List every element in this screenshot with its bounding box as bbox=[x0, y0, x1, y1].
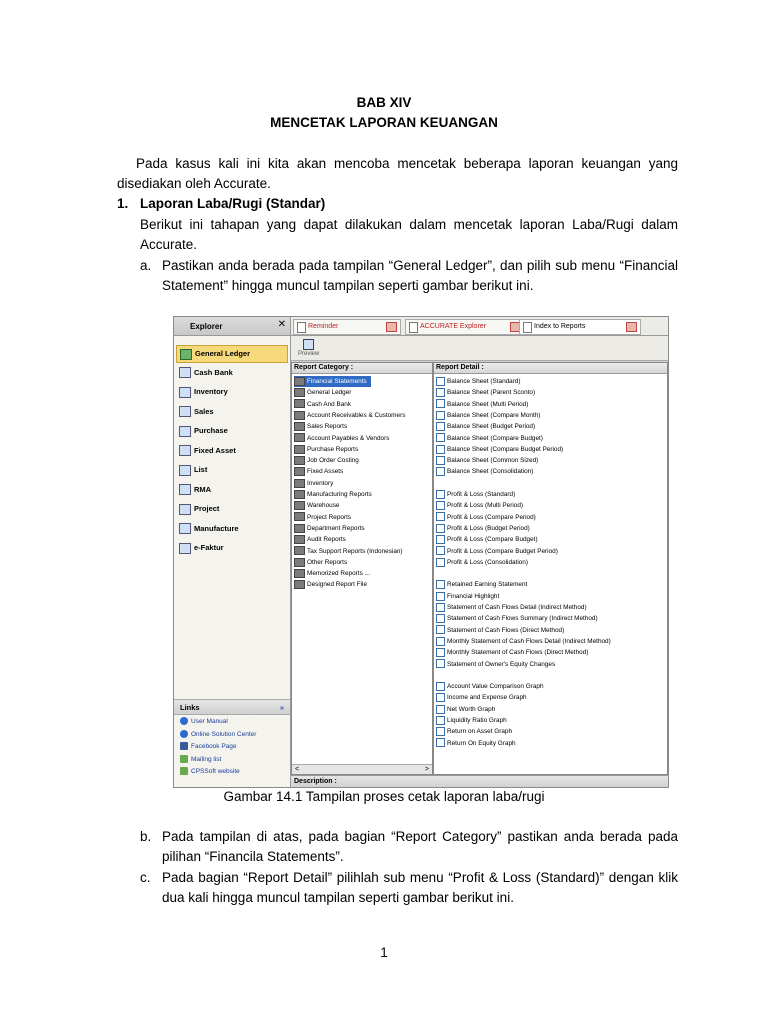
report-document-icon bbox=[436, 456, 445, 465]
detail-item[interactable] bbox=[436, 523, 530, 534]
tab-index-to-reports[interactable] bbox=[519, 319, 641, 335]
detail-item[interactable] bbox=[436, 591, 499, 602]
report-folder-icon bbox=[294, 535, 305, 544]
report-document-icon bbox=[436, 705, 445, 714]
nav-item-project[interactable] bbox=[176, 501, 286, 517]
report-document-icon bbox=[436, 614, 445, 623]
detail-label: Profit & Loss (Compare Budget Period) bbox=[447, 547, 558, 555]
detail-item[interactable] bbox=[436, 466, 533, 477]
nav-item-manufacture[interactable] bbox=[176, 521, 286, 537]
report-document-icon bbox=[436, 546, 445, 555]
link-icon bbox=[180, 742, 188, 750]
nav-item-label: Manufacture bbox=[194, 523, 239, 533]
report-folder-icon bbox=[294, 512, 305, 521]
page-icon bbox=[297, 322, 306, 333]
category-item[interactable] bbox=[294, 421, 347, 432]
detail-item[interactable] bbox=[436, 579, 527, 590]
detail-item[interactable] bbox=[436, 512, 536, 523]
category-label: Financial Statements bbox=[307, 378, 367, 385]
page-icon bbox=[409, 322, 418, 333]
nav-item-rma[interactable] bbox=[176, 482, 286, 498]
report-folder-icon bbox=[294, 569, 305, 578]
report-document-icon bbox=[436, 411, 445, 420]
toolbar bbox=[291, 336, 668, 361]
report-folder-icon bbox=[294, 422, 305, 431]
category-item[interactable] bbox=[294, 489, 372, 500]
nav-item-e-faktur[interactable] bbox=[176, 540, 286, 556]
link-label: User Manual bbox=[191, 718, 228, 725]
tab-reminder[interactable] bbox=[293, 319, 401, 335]
detail-label: Retained Earning Statement bbox=[447, 581, 528, 589]
detail-label: Return on Asset Graph bbox=[447, 728, 513, 736]
horizontal-scrollbar[interactable] bbox=[292, 764, 432, 774]
report-category-pane bbox=[291, 362, 433, 775]
section-number: 1. bbox=[117, 196, 129, 211]
step-c-line-2: dua kali hingga muncul tampilan seperti gambar berikut ini. bbox=[162, 890, 514, 905]
report-document-icon bbox=[436, 580, 445, 589]
nav-item-label: Inventory bbox=[194, 387, 228, 396]
detail-label: Account Value Comparison Graph bbox=[447, 683, 544, 691]
detail-label: Return On Equity Graph bbox=[447, 739, 516, 747]
nav-item-label: Purchase bbox=[194, 426, 228, 435]
detail-label: Balance Sheet (Compare Budget) bbox=[447, 434, 543, 442]
category-label: Cash And Bank bbox=[307, 400, 352, 408]
detail-label: Balance Sheet (Multi Period) bbox=[447, 400, 529, 408]
link-icon bbox=[180, 717, 188, 725]
sales-icon bbox=[179, 406, 191, 417]
report-document-icon bbox=[436, 512, 445, 521]
report-folder-icon bbox=[294, 467, 305, 476]
nav-item-label: Fixed Asset bbox=[194, 445, 236, 455]
detail-label: Financial Highlight bbox=[447, 592, 500, 600]
detail-item[interactable] bbox=[436, 681, 544, 692]
category-item[interactable] bbox=[294, 568, 370, 579]
category-label: General Ledger bbox=[307, 389, 352, 397]
description-bar: Description : bbox=[291, 775, 669, 788]
link-label: CPSSoft website bbox=[191, 768, 240, 775]
figure-caption: Gambar 14.1 Tampilan proses cetak laporan laba/rugi bbox=[223, 789, 545, 804]
nav-item-label: Sales bbox=[194, 406, 214, 416]
category-label: Department Reports bbox=[307, 524, 365, 532]
nav-item-cash-bank[interactable] bbox=[176, 365, 286, 381]
detail-label: Statement of Cash Flows Detail (Indirect Method) bbox=[447, 604, 587, 611]
report-document-icon bbox=[436, 399, 445, 408]
tab-accurate-explorer-label: ACCURATE Explorer bbox=[420, 323, 486, 330]
step-b-line-2: pilihan “Financila Statements”. bbox=[162, 849, 344, 864]
detail-item[interactable] bbox=[436, 433, 543, 444]
detail-item[interactable] bbox=[436, 692, 527, 703]
detail-label: Balance Sheet (Budget Period) bbox=[447, 423, 536, 431]
detail-label: Profit & Loss (Compare Period) bbox=[447, 513, 536, 521]
report-document-icon bbox=[436, 377, 445, 386]
category-item[interactable] bbox=[294, 466, 343, 477]
detail-label: Balance Sheet (Common Sized) bbox=[447, 457, 539, 465]
link-label: Online Solution Center bbox=[191, 730, 257, 738]
report-folder-icon bbox=[294, 445, 305, 454]
explorer-panel bbox=[174, 317, 291, 787]
detail-label: Net Worth Graph bbox=[447, 705, 496, 713]
report-folder-icon bbox=[294, 433, 305, 442]
explorer-header bbox=[174, 317, 290, 336]
fixed-asset-icon bbox=[179, 445, 191, 456]
category-item[interactable] bbox=[294, 444, 358, 455]
intro-line-1: Pada kasus kali ini kita akan mencoba mencetak beberapa laporan keuangan yang bbox=[136, 156, 678, 171]
category-item[interactable] bbox=[294, 387, 351, 398]
preview-button-label[interactable]: Preview bbox=[298, 351, 320, 357]
category-label: Designed Report File bbox=[307, 581, 368, 589]
category-label: Purchase Reports bbox=[307, 445, 359, 453]
category-label: Job Order Costing bbox=[307, 457, 359, 465]
detail-item[interactable] bbox=[436, 387, 535, 398]
category-label: Manufacturing Reports bbox=[307, 491, 372, 498]
nav-item-purchase[interactable] bbox=[176, 423, 286, 439]
cash-bank-icon bbox=[179, 367, 191, 378]
link-icon bbox=[180, 767, 188, 775]
detail-item[interactable] bbox=[436, 489, 515, 500]
nav-item-inventory[interactable] bbox=[176, 384, 286, 400]
category-item[interactable] bbox=[294, 478, 333, 489]
category-item[interactable] bbox=[294, 455, 359, 466]
report-document-icon bbox=[436, 501, 445, 510]
report-document-icon bbox=[436, 625, 445, 634]
chapter-label: BAB XIV bbox=[356, 95, 412, 110]
links-title: Links bbox=[180, 703, 200, 712]
report-document-icon bbox=[436, 727, 445, 736]
category-item[interactable] bbox=[294, 523, 365, 534]
link-cpssoft-website[interactable] bbox=[180, 767, 240, 776]
category-item[interactable] bbox=[294, 500, 339, 511]
section-paragraph-line-1: Berikut ini tahapan yang dapat dilakukan dalam mencetak laporan Laba/Rugi dalam bbox=[140, 217, 678, 232]
category-label: Memorized Reports ... bbox=[307, 570, 370, 578]
detail-item[interactable] bbox=[436, 534, 538, 545]
category-label: Tax Support Reports (Indonesian) bbox=[307, 547, 403, 555]
detail-label: Profit & Loss (Budget Period) bbox=[447, 524, 530, 532]
report-folder-icon bbox=[294, 411, 305, 420]
detail-label: Liquidity Ratio Graph bbox=[447, 717, 507, 724]
collapse-chevron-icon[interactable]: » bbox=[279, 703, 284, 712]
section-paragraph-line-2: Accurate. bbox=[140, 237, 198, 252]
category-item[interactable] bbox=[294, 579, 367, 590]
step-c-marker: c. bbox=[140, 870, 151, 885]
detail-item[interactable] bbox=[436, 557, 528, 568]
general-ledger-icon bbox=[180, 349, 192, 360]
project-icon bbox=[179, 504, 191, 515]
nav-item-label: General Ledger bbox=[195, 349, 251, 358]
link-label: Facebook Page bbox=[191, 743, 237, 750]
report-document-icon bbox=[436, 682, 445, 691]
category-item[interactable] bbox=[294, 433, 389, 444]
category-label: Other Reports bbox=[307, 558, 348, 566]
detail-item[interactable] bbox=[436, 636, 611, 647]
section-title: Laporan Laba/Rugi (Standar) bbox=[140, 196, 326, 211]
report-folder-icon bbox=[294, 558, 305, 567]
category-item[interactable] bbox=[294, 399, 351, 410]
intro-line-2: disediakan oleh Accurate. bbox=[117, 176, 271, 191]
detail-item[interactable] bbox=[436, 399, 528, 410]
inventory-icon bbox=[179, 387, 191, 398]
report-document-icon bbox=[436, 445, 445, 454]
step-b-marker: b. bbox=[140, 829, 152, 844]
detail-item[interactable] bbox=[436, 546, 558, 557]
detail-label: Income and Expense Graph bbox=[447, 694, 527, 702]
step-a-line-1: Pastikan anda berada pada tampilan “General Ledger”, dan pilih sub menu “Financial bbox=[162, 258, 678, 273]
purchase-icon bbox=[179, 426, 191, 437]
nav-item-sales[interactable] bbox=[176, 404, 286, 420]
report-document-icon bbox=[436, 524, 445, 533]
category-label: Account Payables & Vendors bbox=[307, 434, 390, 442]
report-document-icon bbox=[436, 388, 445, 397]
report-document-icon bbox=[436, 467, 445, 476]
category-label: Account Receivables & Customers bbox=[307, 411, 406, 419]
report-document-icon bbox=[436, 693, 445, 702]
report-detail-pane bbox=[433, 362, 668, 775]
nav-item-label: Project bbox=[194, 504, 220, 513]
detail-item[interactable] bbox=[436, 726, 512, 737]
detail-label: Balance Sheet (Standard) bbox=[447, 378, 521, 385]
report-document-icon bbox=[436, 558, 445, 567]
scroll-left-icon[interactable]: < bbox=[295, 766, 300, 773]
detail-item[interactable] bbox=[436, 704, 495, 715]
explorer-title: Explorer bbox=[190, 322, 223, 331]
page-title: MENCETAK LAPORAN KEUANGAN bbox=[270, 115, 498, 130]
category-item[interactable] bbox=[294, 410, 405, 421]
report-folder-icon bbox=[294, 399, 305, 408]
detail-item[interactable] bbox=[436, 738, 516, 749]
nav-item-general-ledger[interactable] bbox=[176, 345, 288, 363]
detail-label: Profit & Loss (Compare Budget) bbox=[447, 536, 538, 544]
detail-item[interactable] bbox=[436, 647, 588, 658]
report-detail-header: Report Detail : bbox=[434, 363, 667, 374]
category-label: Sales Reports bbox=[307, 423, 348, 431]
detail-label: Profit & Loss (Consolidation) bbox=[447, 558, 528, 566]
close-tab-icon[interactable] bbox=[626, 322, 637, 332]
tab-bar bbox=[291, 317, 668, 336]
report-folder-icon bbox=[294, 456, 305, 465]
page-number: 1 bbox=[380, 945, 388, 960]
category-label: Inventory bbox=[307, 479, 334, 487]
report-folder-icon bbox=[294, 501, 305, 510]
scroll-right-icon[interactable]: > bbox=[424, 766, 429, 773]
link-user-manual[interactable] bbox=[180, 717, 228, 726]
detail-label: Statement of Owner's Equity Changes bbox=[447, 660, 556, 668]
detail-item[interactable] bbox=[436, 715, 507, 726]
report-folder-icon bbox=[294, 490, 305, 499]
link-mailing-list[interactable] bbox=[180, 755, 221, 764]
report-document-icon bbox=[436, 637, 445, 646]
detail-item[interactable] bbox=[436, 455, 538, 466]
report-document-icon bbox=[436, 603, 445, 612]
detail-label: Statement of Cash Flows Summary (Indirect Method) bbox=[447, 615, 598, 623]
detail-label: Balance Sheet (Compare Budget Period) bbox=[447, 445, 564, 453]
nav-item-list[interactable] bbox=[176, 462, 286, 478]
report-document-icon bbox=[436, 659, 445, 668]
tab-accurate-explorer[interactable] bbox=[405, 319, 525, 335]
link-facebook-page[interactable] bbox=[180, 742, 237, 751]
detail-label: Monthly Statement of Cash Flows (Direct Method) bbox=[447, 649, 589, 657]
page-icon bbox=[523, 322, 532, 333]
accurate-screenshot bbox=[173, 316, 669, 788]
detail-label: Statement of Cash Flows (Direct Method) bbox=[447, 626, 565, 634]
link-icon bbox=[180, 730, 188, 738]
close-tab-icon[interactable] bbox=[386, 322, 397, 332]
preview-icon[interactable] bbox=[303, 339, 314, 350]
tab-reminder-label: Reminder bbox=[308, 323, 339, 330]
detail-label: Profit & Loss (Multi Period) bbox=[447, 502, 524, 510]
close-icon[interactable]: ✕ bbox=[277, 319, 286, 330]
category-label: Audit Reports bbox=[307, 536, 346, 544]
link-online-solution-center[interactable] bbox=[180, 730, 256, 739]
rma-icon bbox=[179, 484, 191, 495]
manufacture-icon bbox=[179, 523, 191, 534]
link-icon bbox=[180, 755, 188, 763]
step-a-marker: a. bbox=[140, 258, 152, 273]
links-header[interactable] bbox=[174, 699, 290, 715]
detail-label: Balance Sheet (Parent Sconto) bbox=[447, 389, 536, 397]
detail-item[interactable] bbox=[436, 625, 564, 636]
step-a-line-2: Statement” hingga muncul tampilan seperti gambar berikut ini. bbox=[162, 278, 534, 293]
detail-item[interactable] bbox=[436, 500, 523, 511]
e-faktur-icon bbox=[179, 543, 191, 554]
category-item[interactable] bbox=[294, 534, 346, 545]
detail-label: Balance Sheet (Consolidation) bbox=[447, 468, 534, 476]
category-label: Project Reports bbox=[307, 513, 352, 521]
detail-item[interactable] bbox=[436, 444, 563, 455]
detail-label: Monthly Statement of Cash Flows Detail (Indirect Method) bbox=[447, 637, 611, 645]
report-folder-icon bbox=[294, 524, 305, 533]
report-document-icon bbox=[436, 716, 445, 725]
detail-item[interactable] bbox=[436, 410, 540, 421]
detail-item[interactable] bbox=[436, 613, 598, 624]
category-item[interactable] bbox=[294, 376, 371, 387]
report-document-icon bbox=[436, 535, 445, 544]
category-item[interactable] bbox=[294, 557, 347, 568]
detail-item[interactable] bbox=[436, 602, 587, 613]
report-document-icon bbox=[436, 648, 445, 657]
nav-item-label: Cash Bank bbox=[194, 367, 233, 377]
nav-item-label: e-Faktur bbox=[194, 543, 224, 552]
report-folder-icon bbox=[294, 377, 305, 386]
category-item[interactable] bbox=[294, 546, 403, 557]
report-folder-icon bbox=[294, 580, 305, 589]
list-icon bbox=[179, 465, 191, 476]
step-b-line-1: Pada tampilan di atas, pada bagian “Report Category” pastikan anda berada pada bbox=[162, 829, 678, 844]
link-label: Mailing list bbox=[191, 755, 222, 763]
nav-item-label: RMA bbox=[194, 484, 212, 494]
nav-item-label: List bbox=[194, 465, 208, 474]
report-category-header: Report Category : bbox=[292, 363, 432, 374]
report-document-icon bbox=[436, 490, 445, 499]
detail-item[interactable] bbox=[436, 421, 535, 432]
nav-item-fixed-asset[interactable] bbox=[176, 443, 286, 459]
detail-item[interactable] bbox=[436, 659, 555, 670]
category-label: Fixed Assets bbox=[307, 468, 344, 476]
category-item[interactable] bbox=[294, 512, 351, 523]
detail-label: Balance Sheet (Compare Month) bbox=[447, 411, 541, 419]
report-folder-icon bbox=[294, 388, 305, 397]
report-document-icon bbox=[436, 738, 445, 747]
report-document-icon bbox=[436, 422, 445, 431]
report-folder-icon bbox=[294, 546, 305, 555]
detail-label: Profit & Loss (Standard) bbox=[447, 491, 516, 498]
report-folder-icon bbox=[294, 479, 305, 488]
detail-item[interactable] bbox=[436, 376, 521, 387]
step-c-line-1: Pada bagian “Report Detail” pilihlah sub menu “Profit & Loss (Standard)” dengan klik bbox=[162, 870, 678, 885]
report-document-icon bbox=[436, 592, 445, 601]
tab-index-to-reports-label: Index to Reports bbox=[534, 323, 586, 330]
category-label: Warehouse bbox=[307, 502, 340, 510]
report-document-icon bbox=[436, 433, 445, 442]
